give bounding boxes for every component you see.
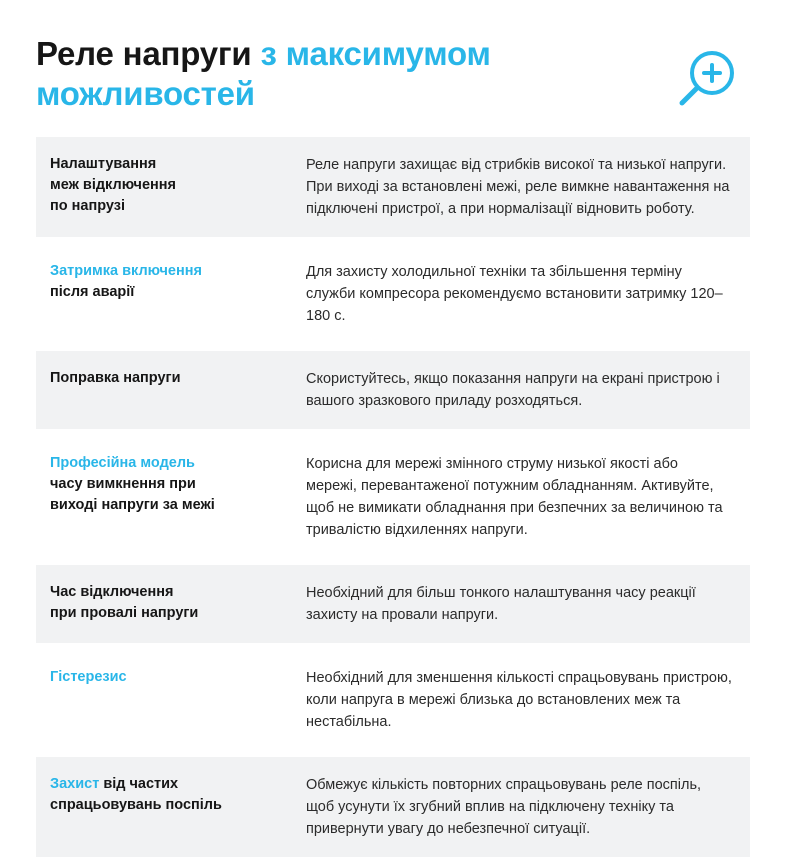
- title-accent: з максимумом можливостей: [36, 35, 491, 112]
- feature-description: Реле напруги захищає від стрибків високої та низької напруги. При виході за встановлені межі, реле вимкне навантаження на підключені пристрої, а при нормалізації відновить роботу.: [282, 137, 750, 237]
- row-spacer: [36, 344, 750, 351]
- feature-table: [36, 137, 750, 857]
- feature-label-accent: Затримка включення: [50, 263, 202, 279]
- row-spacer: [36, 643, 750, 650]
- table-row: [36, 244, 750, 344]
- row-spacer: [36, 750, 750, 757]
- row-spacer-cell: [36, 750, 750, 757]
- row-spacer: [36, 429, 750, 436]
- row-spacer-cell: [36, 237, 750, 244]
- row-spacer: [36, 558, 750, 565]
- magnifier-plus-icon: [668, 44, 742, 118]
- table-row: [36, 351, 750, 429]
- feature-label-text: меж відключення: [50, 177, 176, 193]
- feature-label-text: Налаштування: [50, 156, 156, 172]
- table-row: [36, 650, 750, 750]
- feature-label-text: по напрузі: [50, 198, 125, 214]
- feature-label: [36, 244, 282, 344]
- row-spacer-cell: [36, 643, 750, 650]
- feature-label-text: при провалі напруги: [50, 605, 198, 621]
- feature-label-text: виході напруги за межі: [50, 497, 215, 513]
- feature-label: [36, 650, 282, 750]
- table-row: [36, 565, 750, 643]
- row-spacer-cell: [36, 429, 750, 436]
- title-plain: Реле напруги: [36, 35, 261, 72]
- feature-label: [36, 351, 282, 429]
- feature-label-text: Поправка напруги: [50, 370, 181, 386]
- page-title: [36, 34, 656, 115]
- feature-label-accent: Захист: [50, 776, 99, 792]
- row-spacer-cell: [36, 558, 750, 565]
- table-row: [36, 436, 750, 558]
- feature-label-text: Час відключення: [50, 584, 173, 600]
- feature-description: Скористуйтесь, якщо показання напруги на екрані пристрою і вашого зразкового приладу розходяться.: [282, 351, 750, 429]
- feature-description: Необхідний для зменшення кількості спрацьовувань пристрою, коли напруга в мережі близька до встановлених меж та нестабільна.: [282, 650, 750, 750]
- feature-label: [36, 565, 282, 643]
- feature-description: Обмежує кількість повторних спрацьовувань реле поспіль, щоб усунути їх згубний вплив на підключену техніку та привернути увагу до небезпечної ситуації.: [282, 757, 750, 857]
- feature-description: Для захисту холодильної техніки та збільшення терміну служби компресора рекомендуємо встановити затримку 120–180 с.: [282, 244, 750, 344]
- feature-label-text: спрацьовувань поспіль: [50, 797, 222, 813]
- feature-label: [36, 757, 282, 857]
- feature-label-text: часу вимкнення при: [50, 476, 196, 492]
- feature-label-text: після аварії: [50, 284, 134, 300]
- table-row: [36, 757, 750, 857]
- feature-label-accent: Професійна модель: [50, 455, 195, 471]
- feature-label: [36, 137, 282, 237]
- feature-label-accent: Гістерезис: [50, 669, 127, 685]
- feature-label-text: від частих: [99, 776, 178, 792]
- feature-description: Необхідний для більш тонкого налаштування часу реакції захисту на провали напруги.: [282, 565, 750, 643]
- header: [36, 34, 750, 115]
- row-spacer: [36, 237, 750, 244]
- feature-label: [36, 436, 282, 558]
- feature-description: Корисна для мережі змінного струму низької якості або мережі, перевантаженої потужним обладнанням. Активуйте, щоб не вимикати обладнання при безпечних за величиною та тривалістю відхиленнях напруги.: [282, 436, 750, 558]
- table-row: [36, 137, 750, 237]
- row-spacer-cell: [36, 344, 750, 351]
